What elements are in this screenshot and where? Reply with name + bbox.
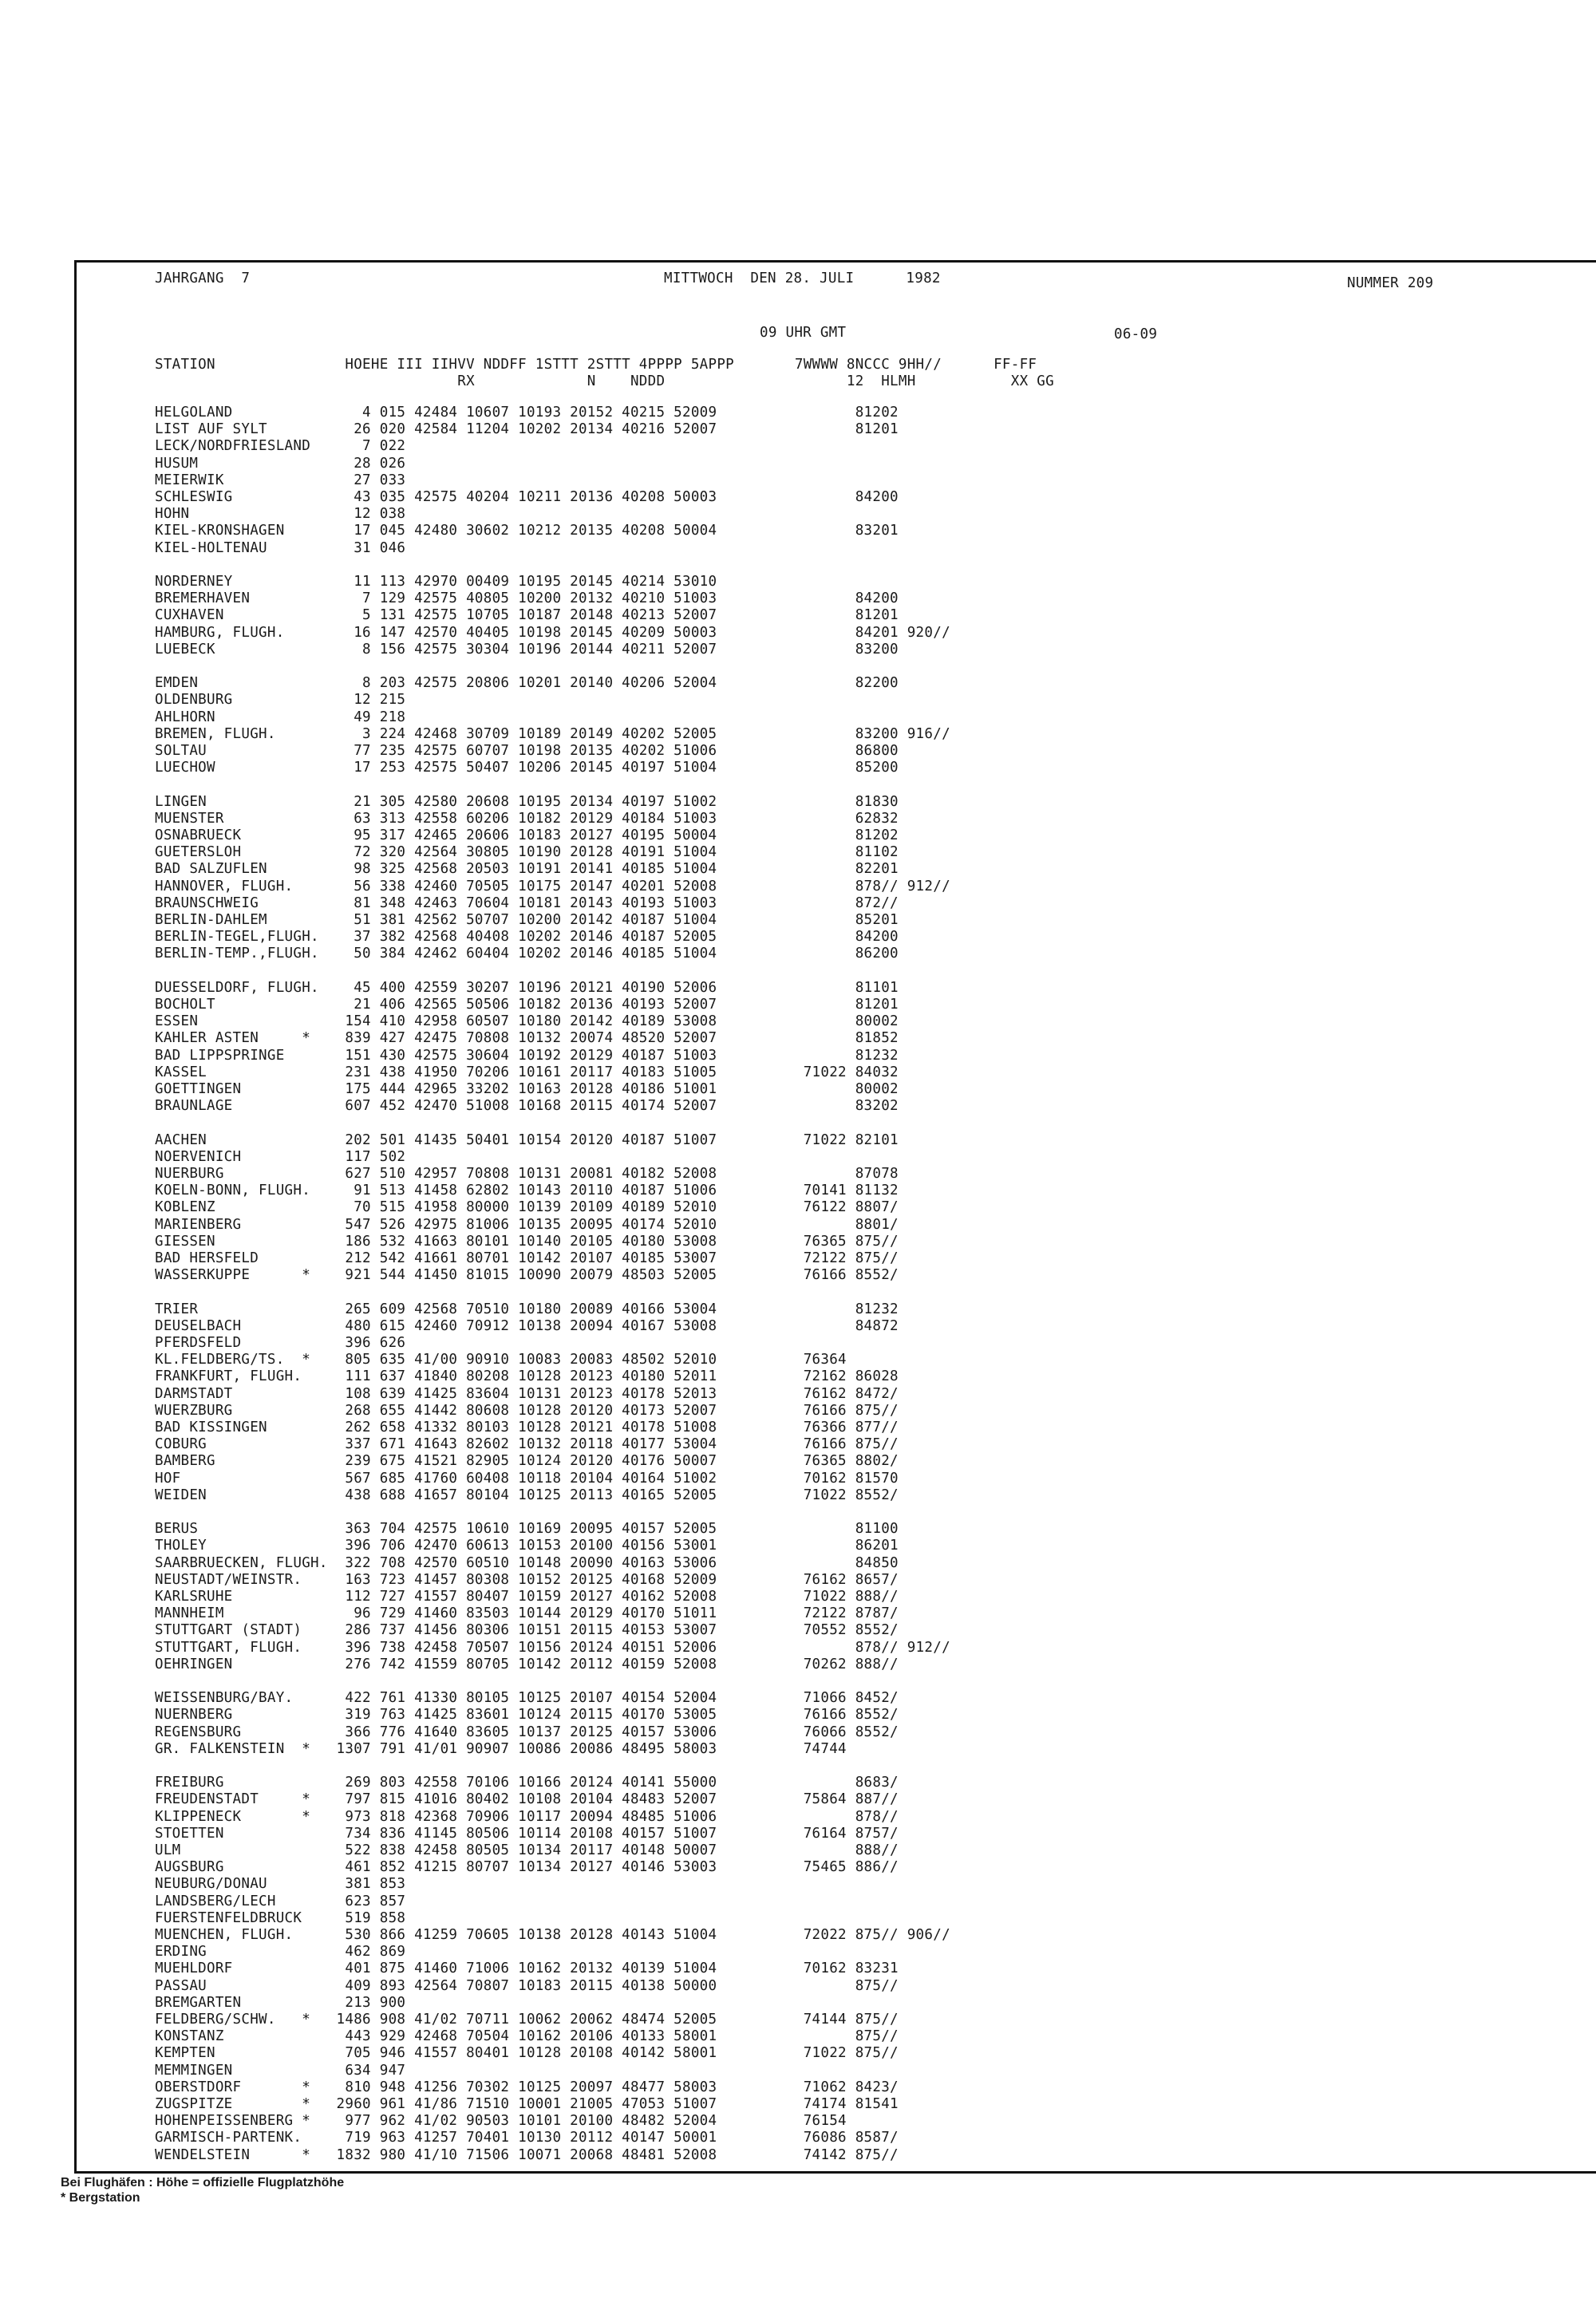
table-row: PASSAU 409 893 42564 70807 10183 20115 40138 50000 875// bbox=[155, 1977, 899, 1994]
table-row: HUSUM 28 026 bbox=[155, 455, 406, 472]
table-row: GR. FALKENSTEIN * 1307 791 41/01 90907 10086 20086 48495 58003 74744 bbox=[155, 1740, 847, 1757]
table-row: AACHEN 202 501 41435 50401 10154 20120 40187 51007 71022 82101 bbox=[155, 1131, 899, 1148]
table-row: TRIER 265 609 42568 70510 10180 20089 40166 53004 81232 bbox=[155, 1301, 899, 1317]
table-row: BERLIN-TEMP.,FLUGH. 50 384 42462 60404 10202 20146 40185 51004 86200 bbox=[155, 946, 899, 962]
table-row: MEIERWIK 27 033 bbox=[155, 472, 406, 488]
table-row: MUEHLDORF 401 875 41460 71006 10162 20132 40139 51004 70162 83231 bbox=[155, 1960, 899, 1977]
table-row: GARMISCH-PARTENK. 719 963 41257 70401 10130 20112 40147 50001 76086 8587/ bbox=[155, 2130, 899, 2146]
table-row: STUTTGART (STADT) 286 737 41456 80306 10151 20115 40153 53007 70552 8552/ bbox=[155, 1622, 899, 1639]
table-row: WENDELSTEIN * 1832 980 41/10 71506 10071 20068 48481 52008 74142 875// bbox=[155, 2146, 899, 2163]
table-row: HELGOLAND 4 015 42484 10607 10193 20152 40215 52009 81202 bbox=[155, 405, 899, 421]
table-row: CUXHAVEN 5 131 42575 10705 10187 20148 40213 52007 81201 bbox=[155, 607, 899, 624]
table-row: GOETTINGEN 175 444 42965 33202 10163 20128 40186 51001 80002 bbox=[155, 1081, 899, 1097]
table-row: ERDING 462 869 bbox=[155, 1944, 406, 1960]
table-row: KARLSRUHE 112 727 41557 80407 10159 20127 40162 52008 71022 888// bbox=[155, 1589, 899, 1605]
table-row: FUERSTENFELDBRUCK 519 858 bbox=[155, 1909, 406, 1926]
footnote-airport-height: Bei Flughäfen : Höhe = offizielle Flugplatzhöhe bbox=[61, 2176, 345, 2190]
table-row: LANDSBERG/LECH 623 857 bbox=[155, 1893, 406, 1909]
table-row: AHLHORN 49 218 bbox=[155, 709, 406, 725]
table-row: NEUSTADT/WEINSTR. 163 723 41457 80308 10152 20125 40168 52009 76162 8657/ bbox=[155, 1571, 899, 1588]
table-row: BAD SALZUFLEN 98 325 42568 20503 10191 20141 40185 51004 82201 bbox=[155, 861, 899, 878]
table-row: SCHLESWIG 43 035 42575 40204 10211 20136 40208 50003 84200 bbox=[155, 489, 899, 505]
table-row: HAMBURG, FLUGH. 16 147 42570 40405 10198 20145 40209 50003 84201 920// bbox=[155, 624, 950, 641]
table-row: EMDEN 8 203 42575 20806 10201 20140 40206 52004 82200 bbox=[155, 675, 899, 692]
observation-time: 09 UHR GMT bbox=[760, 325, 847, 341]
table-row: FREIBURG 269 803 42558 70106 10166 20124 40141 55000 8683/ bbox=[155, 1775, 899, 1791]
table-row: DUESSELDORF, FLUGH. 45 400 42559 30207 10196 20121 40190 52006 81101 bbox=[155, 979, 899, 996]
period-label: 06-09 bbox=[1114, 326, 1158, 342]
table-row: LUECHOW 17 253 42575 50407 10206 20145 40197 51004 85200 bbox=[155, 760, 899, 776]
table-row: KOELN-BONN, FLUGH. 91 513 41458 62802 10143 20110 40187 51006 70141 81132 bbox=[155, 1183, 899, 1199]
table-row: BERLIN-DAHLEM 51 381 42562 50707 10200 20142 40187 51004 85201 bbox=[155, 912, 899, 928]
column-subheaders: RX N NDDD 12 HLMH XX GG bbox=[155, 373, 1054, 389]
table-row: THOLEY 396 706 42470 60613 10153 20100 40156 53001 86201 bbox=[155, 1538, 899, 1554]
table-row: BAMBERG 239 675 41521 82905 10124 20120 40176 50007 76365 8802/ bbox=[155, 1453, 899, 1470]
table-row: WASSERKUPPE * 921 544 41450 81015 10090 20079 48503 52005 76166 8552/ bbox=[155, 1267, 899, 1284]
table-row: MEMMINGEN 634 947 bbox=[155, 2062, 406, 2079]
table-row: OSNABRUECK 95 317 42465 20606 10183 20127 40195 50004 81202 bbox=[155, 827, 899, 843]
table-row: DARMSTADT 108 639 41425 83604 10131 20123 40178 52013 76162 8472/ bbox=[155, 1385, 899, 1402]
table-row: KL.FELDBERG/TS. * 805 635 41/00 90910 10083 20083 48502 52010 76364 bbox=[155, 1352, 847, 1368]
volume-label: JAHRGANG 7 bbox=[155, 270, 251, 286]
table-row: SAARBRUECKEN, FLUGH. 322 708 42570 60510 10148 20090 40163 53006 84850 bbox=[155, 1554, 899, 1571]
table-row: HANNOVER, FLUGH. 56 338 42460 70505 10175 20147 40201 52008 878// 912// bbox=[155, 878, 950, 894]
table-row: GIESSEN 186 532 41663 80101 10140 20105 40180 53008 76365 875// bbox=[155, 1233, 899, 1250]
table-row: BREMGARTEN 213 900 bbox=[155, 1994, 406, 2011]
table-row: MUENSTER 63 313 42558 60206 10182 20129 40184 51003 62832 bbox=[155, 810, 899, 827]
table-row: LINGEN 21 305 42580 20608 10195 20134 40197 51002 81830 bbox=[155, 793, 899, 810]
table-row: KAHLER ASTEN * 839 427 42475 70808 10132 20074 48520 52007 81852 bbox=[155, 1030, 899, 1047]
table-row: REGENSBURG 366 776 41640 83605 10137 20125 40157 53006 76066 8552/ bbox=[155, 1724, 899, 1740]
table-row: STOETTEN 734 836 41145 80506 10114 20108 40157 51007 76164 8757/ bbox=[155, 1825, 899, 1842]
table-row: AUGSBURG 461 852 41215 80707 10134 20127 40146 53003 75465 886// bbox=[155, 1859, 899, 1876]
table-row: LUEBECK 8 156 42575 30304 10196 20144 40211 52007 83200 bbox=[155, 641, 899, 657]
table-row: OBERSTDORF * 810 948 41256 70302 10125 20097 48477 58003 71062 8423/ bbox=[155, 2079, 899, 2095]
table-row: STUTTGART, FLUGH. 396 738 42458 70507 10156 20124 40151 52006 878// 912// bbox=[155, 1639, 950, 1656]
table-row: NOERVENICH 117 502 bbox=[155, 1148, 406, 1165]
table-row: SOLTAU 77 235 42575 60707 10198 20135 40202 51006 86800 bbox=[155, 743, 899, 759]
table-row: HOHENPEISSENBERG * 977 962 41/02 90503 10101 20100 48482 52004 76154 bbox=[155, 2113, 847, 2130]
table-row: PFERDSFELD 396 626 bbox=[155, 1335, 406, 1351]
table-row: NORDERNEY 11 113 42970 00409 10195 20145 40214 53010 bbox=[155, 574, 717, 590]
table-row: WEISSENBURG/BAY. 422 761 41330 80105 10125 20107 40154 52004 71066 8452/ bbox=[155, 1690, 899, 1707]
table-row: FREUDENSTADT * 797 815 41016 80402 10108 20104 48483 52007 75864 887// bbox=[155, 1791, 899, 1808]
table-row: BRAUNLAGE 607 452 42470 51008 10168 20115 40174 52007 83202 bbox=[155, 1098, 899, 1115]
table-row: WUERZBURG 268 655 41442 80608 10128 20120 40173 52007 76166 875// bbox=[155, 1402, 899, 1419]
table-row: OEHRINGEN 276 742 41559 80705 10142 20112 40159 52008 70262 888// bbox=[155, 1656, 899, 1672]
table-row: DEUSELBACH 480 615 42460 70912 10138 20094 40167 53008 84872 bbox=[155, 1317, 899, 1334]
table-frame bbox=[74, 260, 1596, 2174]
table-row: MUENCHEN, FLUGH. 530 866 41259 70605 10138 20128 40143 51004 72022 875// 906// bbox=[155, 1927, 950, 1943]
footnote-mountain-station: * Bergstation bbox=[61, 2191, 140, 2205]
table-row: BREMEN, FLUGH. 3 224 42468 30709 10189 20149 40202 52005 83200 916// bbox=[155, 725, 950, 742]
table-row: FELDBERG/SCHW. * 1486 908 41/02 70711 10062 20062 48474 52005 74144 875// bbox=[155, 2012, 899, 2028]
table-row: GUETERSLOH 72 320 42564 30805 10190 20128 40191 51004 81102 bbox=[155, 844, 899, 861]
table-row: ZUGSPITZE * 2960 961 41/86 71510 10001 21005 47053 51007 74174 81541 bbox=[155, 2096, 899, 2112]
table-row: BERUS 363 704 42575 10610 10169 20095 40157 52005 81100 bbox=[155, 1521, 899, 1538]
table-row: BAD HERSFELD 212 542 41661 80701 10142 20107 40185 53007 72122 875// bbox=[155, 1250, 899, 1266]
table-row: BRAUNSCHWEIG 81 348 42463 70604 10181 20143 40193 51003 872// bbox=[155, 894, 899, 911]
table-row: NUERNBERG 319 763 41425 83601 10124 20115 40170 53005 76166 8552/ bbox=[155, 1707, 899, 1724]
table-row: MANNHEIM 96 729 41460 83503 10144 20129 40170 51011 72122 8787/ bbox=[155, 1605, 899, 1622]
table-row: BOCHOLT 21 406 42565 50506 10182 20136 40193 52007 81201 bbox=[155, 997, 899, 1013]
table-row: BAD LIPPSPRINGE 151 430 42575 30604 10192 20129 40187 51003 81232 bbox=[155, 1047, 899, 1064]
table-row: LECK/NORDFRIESLAND 7 022 bbox=[155, 438, 406, 455]
table-row: FRANKFURT, FLUGH. 111 637 41840 80208 10128 20123 40180 52011 72162 86028 bbox=[155, 1368, 899, 1385]
table-row: KIEL-KRONSHAGEN 17 045 42480 30602 10212 20135 40208 50004 83201 bbox=[155, 523, 899, 539]
table-row: COBURG 337 671 41643 82602 10132 20118 40177 53004 76166 875// bbox=[155, 1436, 899, 1453]
table-row: NEUBURG/DONAU 381 853 bbox=[155, 1876, 406, 1893]
table-row: MARIENBERG 547 526 42975 81006 10135 20095 40174 52010 8801/ bbox=[155, 1216, 899, 1233]
table-row: HOHN 12 038 bbox=[155, 506, 406, 523]
table-row: LIST AUF SYLT 26 020 42584 11204 10202 20134 40216 52007 81201 bbox=[155, 421, 899, 438]
table-row: KONSTANZ 443 929 42468 70504 10162 20106 40133 58001 875// bbox=[155, 2028, 899, 2045]
column-headers: STATION HOEHE III IIHVV NDDFF 1STTT 2STTT 4PPPP 5APPP 7WWWW 8NCCC 9HH// FF-FF bbox=[155, 357, 1037, 373]
table-row: KIEL-HOLTENAU 31 046 bbox=[155, 539, 406, 556]
table-row: BREMERHAVEN 7 129 42575 40805 10200 20132 40210 51003 84200 bbox=[155, 590, 899, 607]
table-row: WEIDEN 438 688 41657 80104 10125 20113 40165 52005 71022 8552/ bbox=[155, 1487, 899, 1503]
table-row: ULM 522 838 42458 80505 10134 20117 40148 50007 888// bbox=[155, 1842, 899, 1858]
table-row: KASSEL 231 438 41950 70206 10161 20117 40183 51005 71022 84032 bbox=[155, 1064, 899, 1080]
table-row: OLDENBURG 12 215 bbox=[155, 692, 406, 709]
table-row: HOF 567 685 41760 60408 10118 20104 40164 51002 70162 81570 bbox=[155, 1470, 899, 1487]
table-row: KEMPTEN 705 946 41557 80401 10128 20108 40142 58001 71022 875// bbox=[155, 2045, 899, 2062]
table-row: NUERBURG 627 510 42957 70808 10131 20081 40182 52008 87078 bbox=[155, 1166, 899, 1182]
table-row: BERLIN-TEGEL,FLUGH. 37 382 42568 40408 10202 20146 40187 52005 84200 bbox=[155, 929, 899, 946]
issue-number: NUMMER 209 bbox=[1347, 275, 1434, 291]
issue-date: MITTWOCH DEN 28. JULI 1982 bbox=[664, 270, 941, 286]
table-row: KOBLENZ 70 515 41958 80000 10139 20109 40189 52010 76122 8807/ bbox=[155, 1199, 899, 1216]
table-row: BAD KISSINGEN 262 658 41332 80103 10128 20121 40178 51008 76366 877// bbox=[155, 1420, 899, 1435]
table-row: ESSEN 154 410 42958 60507 10180 20142 40189 53008 80002 bbox=[155, 1013, 899, 1030]
table-row: KLIPPENECK * 973 818 42368 70906 10117 20094 48485 51006 878// bbox=[155, 1808, 899, 1825]
